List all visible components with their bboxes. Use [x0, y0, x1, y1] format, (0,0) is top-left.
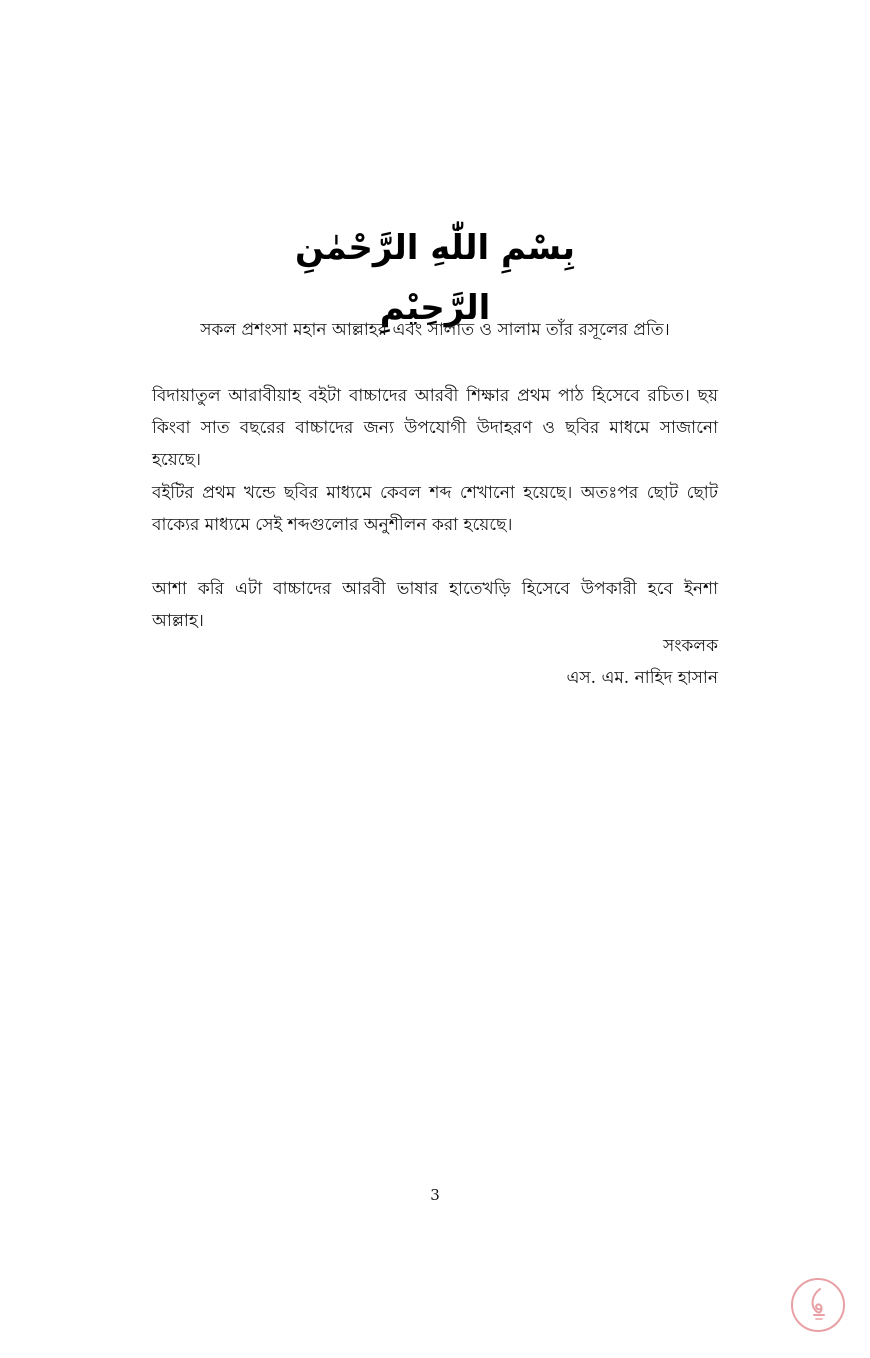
- paragraph-hope: আশা করি এটা বাচ্চাদের আরবী ভাষার হাতেখড়ি হিসেবে উপকারী হবে ইনশা আল্লাহ।: [152, 579, 718, 631]
- bismillah-heading: بِسْمِ اللّٰهِ الرَّحْمٰنِ الرَّحِيْمِ: [294, 228, 576, 328]
- signature-name: এস. এম. নাহিদ হাসান: [566, 668, 718, 688]
- page-number: 3: [430, 1186, 440, 1204]
- paragraph-method: বইটির প্রথম খন্ডে ছবির মাধ্যমে কেবল শব্দ শেখানো হয়েছে। অতঃপর ছোট ছোট বাক্যের মাধ্যমে সেই শব্দগুলোর অনুশীলন করা হয়েছে।: [152, 483, 718, 535]
- paragraph-intro: বিদায়াতুল আরাবীয়াহ বইটা বাচ্চাদের আরবী শিক্ষার প্রথম পাঠ হিসেবে রচিত। ছয় কিংবা সাত বছরের বাচ্চাদের জন্য উপযোগী উদাহরণ ও ছবির মাধমে সাজানো হয়েছে।: [152, 386, 718, 470]
- signature-role: সংকলক: [662, 636, 718, 656]
- quill-circle-icon: [790, 1277, 846, 1333]
- praise-line: সকল প্রশংসা মহান আল্লাহর এবং সালাত ও সালাম তাঁর রসূলের প্রতি।: [200, 320, 670, 340]
